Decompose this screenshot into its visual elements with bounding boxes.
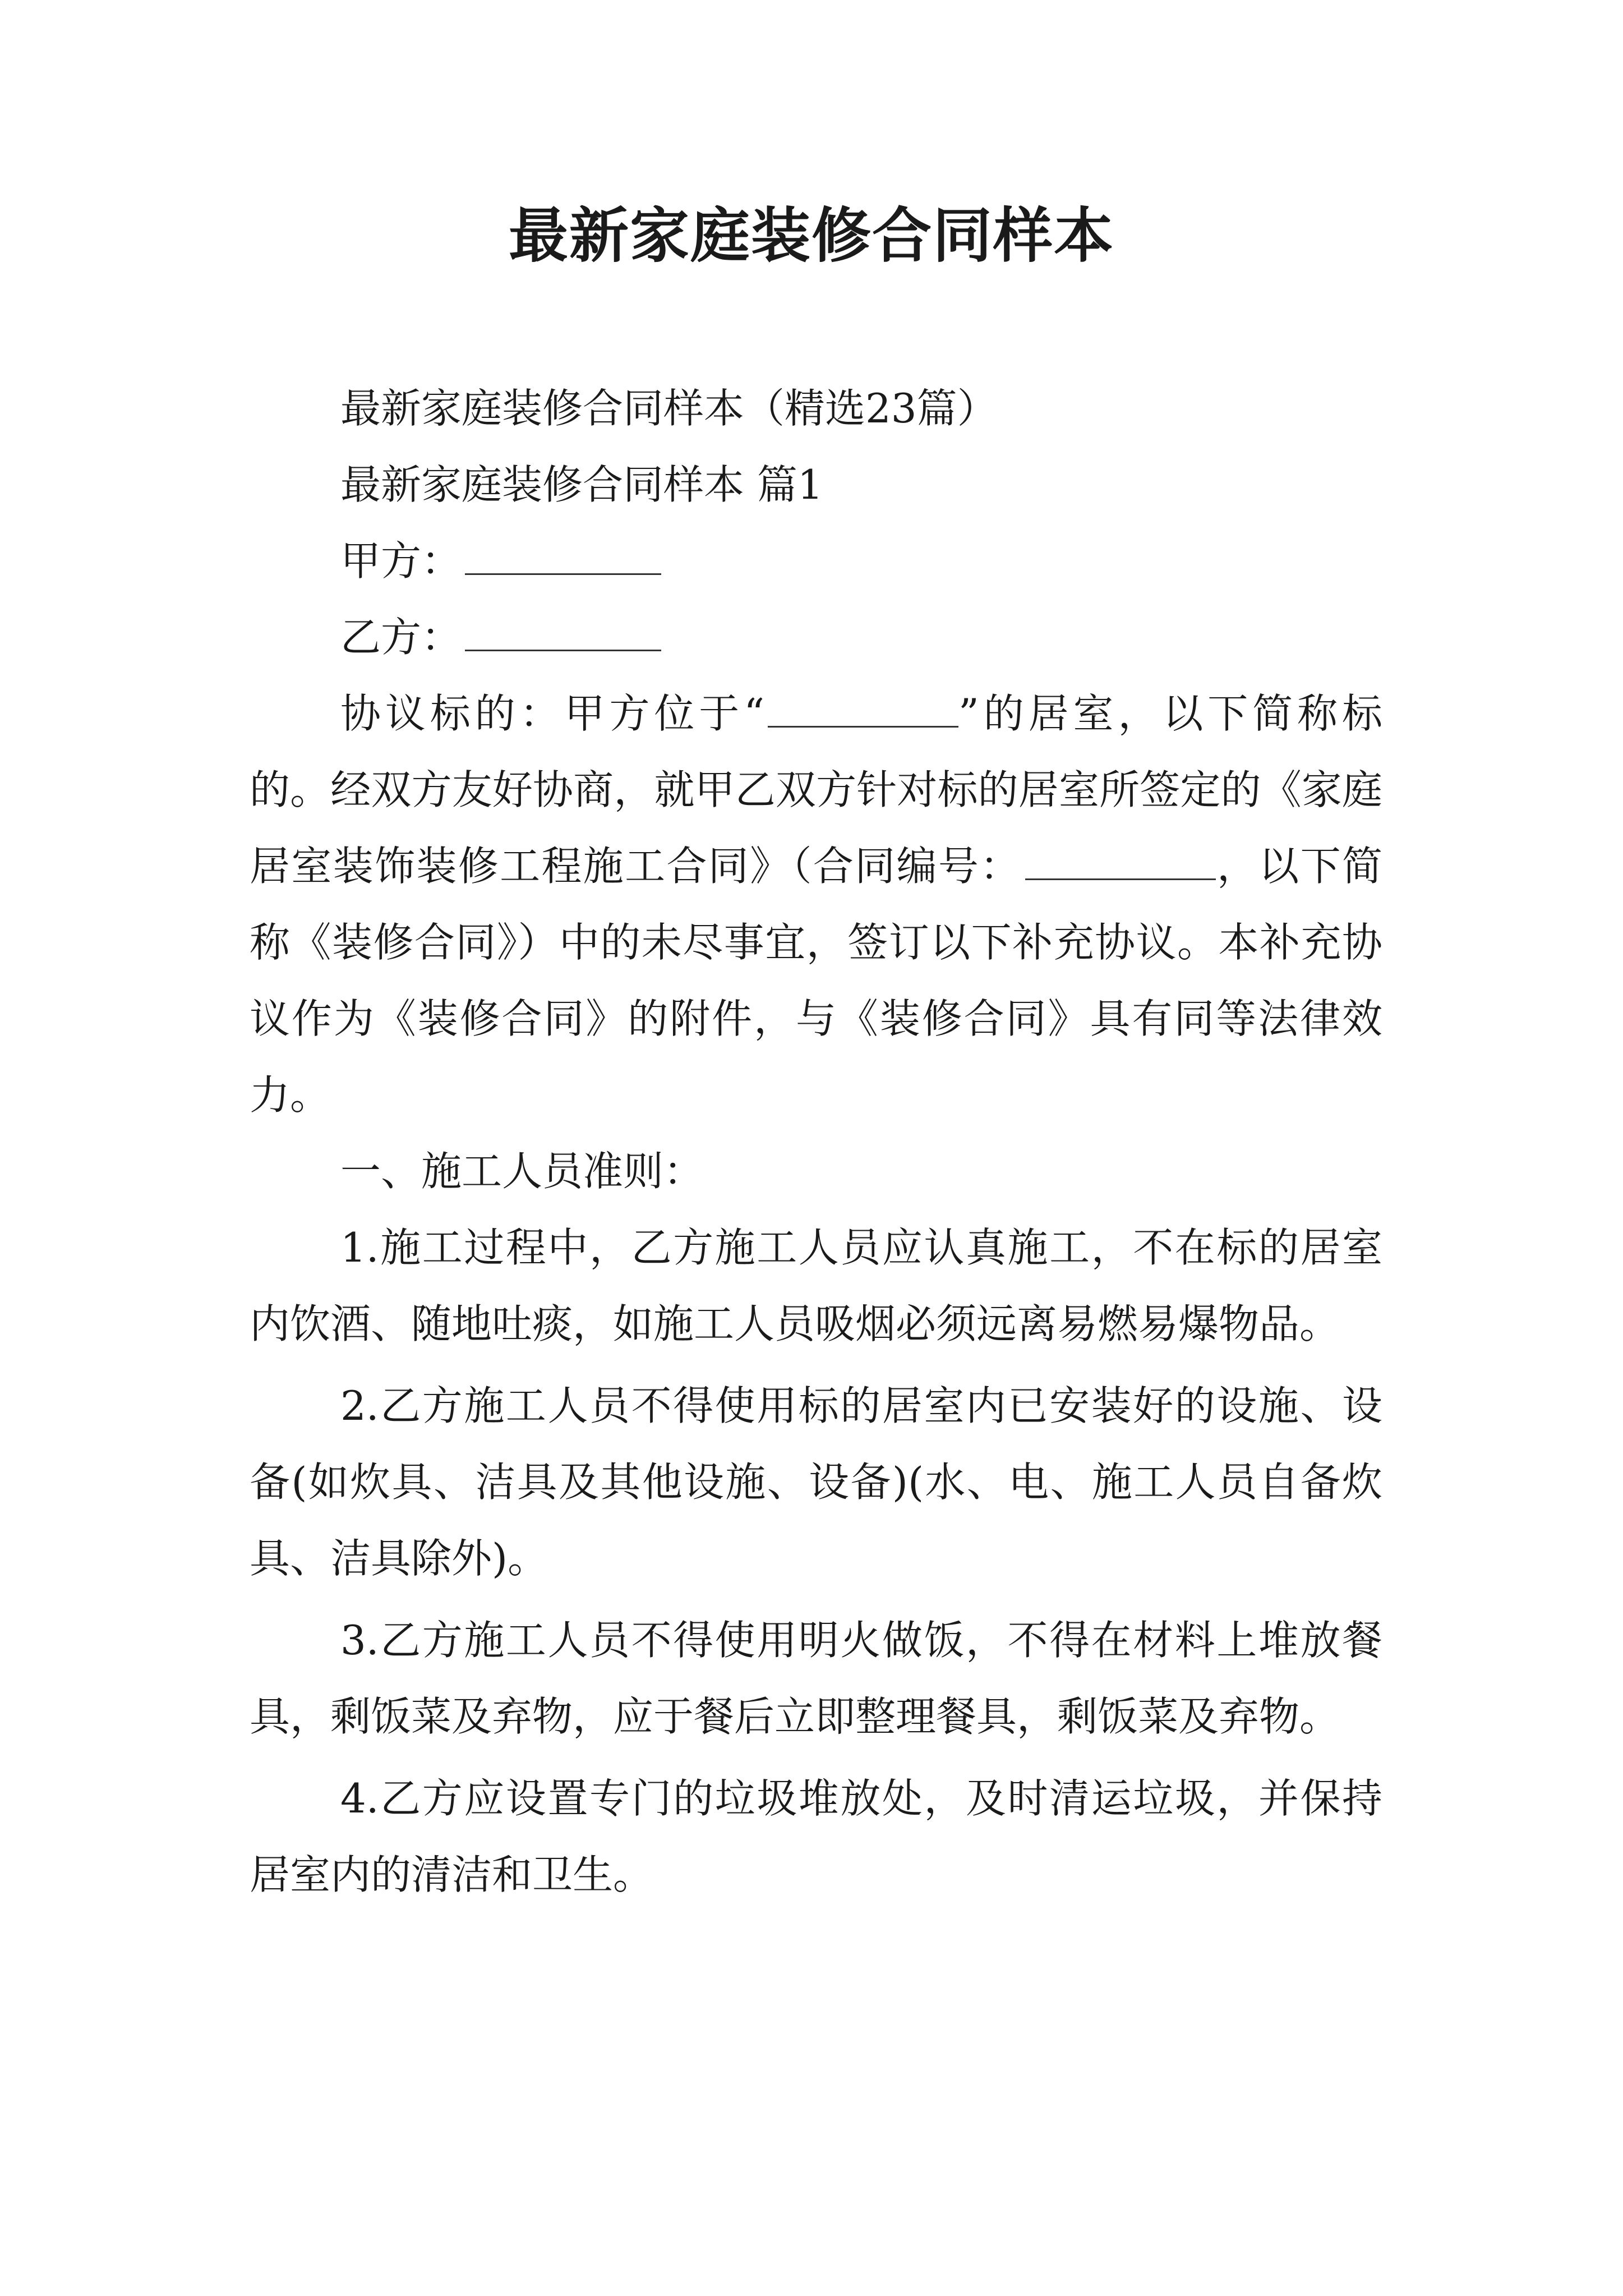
party-a-blank <box>465 572 661 575</box>
party-b-blank <box>465 648 661 651</box>
subtitle: 最新家庭装修合同样本（精选23篇） <box>340 385 998 432</box>
party-b-line <box>250 599 1382 675</box>
contract-number-blank <box>1025 877 1216 880</box>
agreement-text-3: ，以下简称《装修合同》）中的未尽事宜，签订以下补充协议。本补充协议作为《装修合同》的附件，与《装修合同》具有同等法律效力。 <box>250 843 1382 1119</box>
rule-item-1: 1.施工过程中，乙方施工人员应认真施工，不在标的居室内饮酒、随地吐痰，如施工人员吸烟必须远离易燃易爆物品。 <box>250 1224 1382 1347</box>
agreement-text-2: ”的居室，以下简称标的。经双方友好协商，就甲乙双方针对标的居室所签定的《家庭居室装饰装修工程施工合同》（合同编号： <box>250 690 1382 890</box>
rule-item-4: 4.乙方应设置专门的垃圾堆放处，及时清运垃圾，并保持居室内的清洁和卫生。 <box>250 1775 1382 1898</box>
party-b-label: 乙方： <box>340 614 462 661</box>
address-blank <box>768 725 958 728</box>
party-a-line <box>250 523 1382 599</box>
agreement-text-1: 协议标的：甲方位于“ <box>340 690 764 737</box>
rule-item-3: 3.乙方施工人员不得使用明火做饭，不得在材料上堆放餐具，剩饭菜及弃物，应于餐后立即整理餐具，剩饭菜及弃物。 <box>250 1617 1382 1740</box>
document-body <box>250 370 1382 1913</box>
section-heading: 最新家庭装修合同样本 篇1 <box>340 461 823 508</box>
rule-item-2: 2.乙方施工人员不得使用标的居室内已安装好的设施、设备(如炊具、洁具及其他设施、设备)(水、电、施工人员自备炊具、洁具除外)。 <box>250 1382 1382 1582</box>
rule-heading: 一、施工人员准则： <box>340 1148 704 1195</box>
document-title: 最新家庭装修合同样本 <box>509 200 1114 270</box>
agreement-paragraph <box>250 675 1382 1133</box>
party-a-label: 甲方： <box>340 537 462 585</box>
